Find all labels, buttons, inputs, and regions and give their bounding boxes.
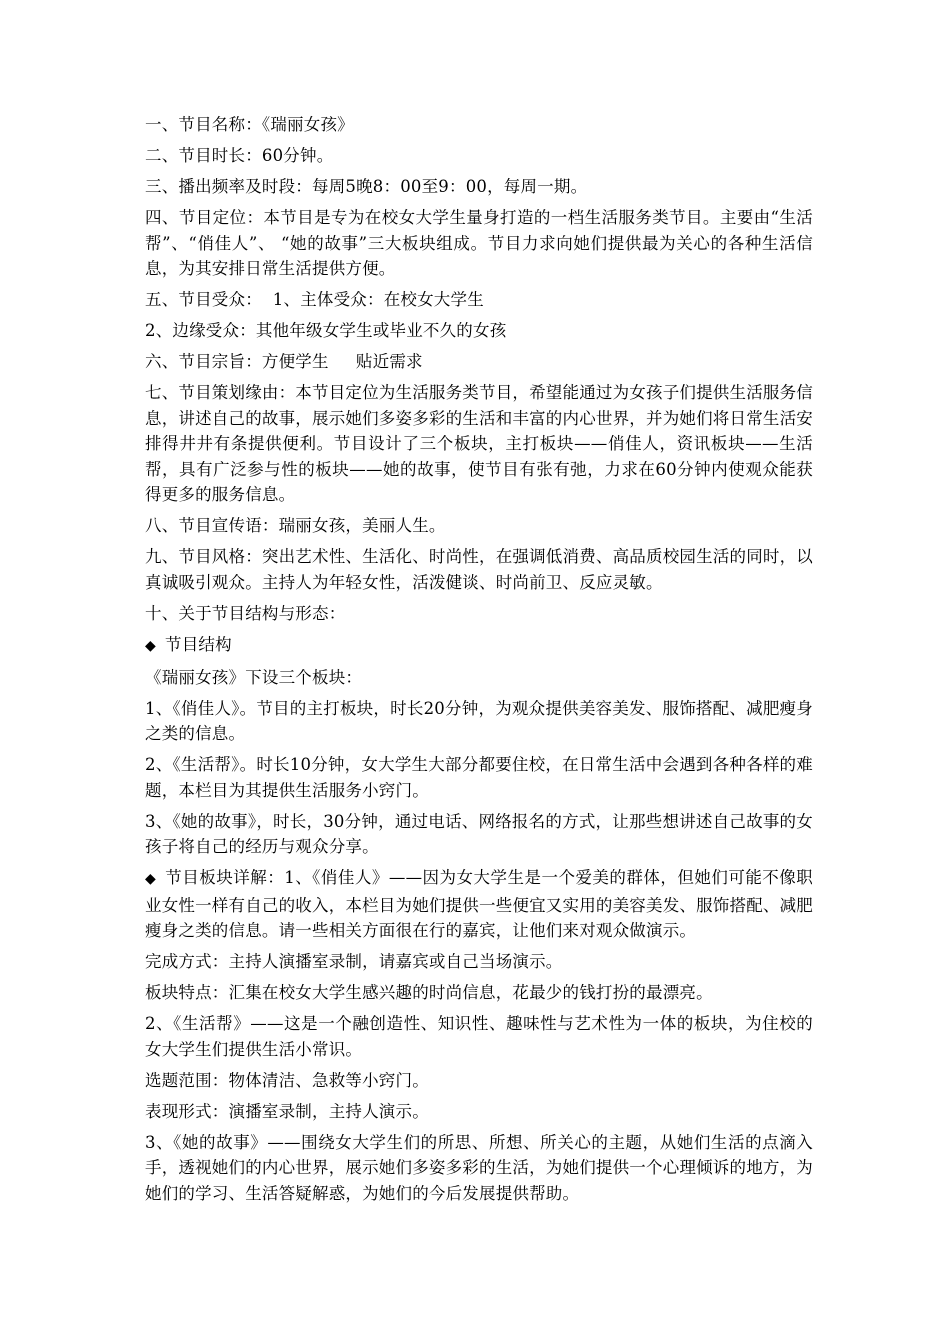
paragraph-audience-secondary: 2、边缘受众：其他年级女学生或毕业不久的女孩 xyxy=(145,321,507,340)
paragraph-program-duration: 二、节目时长：60分钟。 xyxy=(145,146,334,165)
paragraph-segment-1: 1、《俏佳人》。节目的主打板块，时长20分钟，为观众提供美容美发、服饰搭配、减肥瘦身之类的信息。 xyxy=(145,698,813,743)
paragraph-life-help-detail: 2、《生活帮》——这是一个融创造性、知识性、趣味性与艺术性为一体的板块，为住校的女大学生们提供生活小常识。 xyxy=(145,1014,813,1059)
diamond-bullet-icon: ◆ xyxy=(145,637,156,654)
paragraph-structure-heading: 十、关于节目结构与形态： xyxy=(145,603,346,623)
paragraph-segment-3: 3、《她的故事》，时长，30分钟，通过电话、网络报名的方式，让那些想讲述自己故事的女孩子将自己的经历与观众分享。 xyxy=(145,811,813,856)
paragraph-presentation-form: 表现形式：演播室录制，主持人演示。 xyxy=(145,1101,429,1121)
paragraph-slogan: 八、节目宣传语：瑞丽女孩，美丽人生。 xyxy=(145,516,446,535)
paragraph-program-purpose: 六、节目宗旨：方便学生 贴近需求 xyxy=(145,352,423,371)
paragraph-topic-scope: 选题范围：物体清洁、急救等小窍门。 xyxy=(145,1070,429,1090)
paragraph-her-story-detail: 3、《她的故事》——围绕女大学生们的所思、所想、所关心的主题，从她们生活的点滴入手，透视她们的内心世界，展示她们多姿多彩的生活，为她们提供一个心理倾诉的地方，为她们的学习、生活答疑解惑，为她们的今后发展提供帮助。 xyxy=(145,1132,813,1203)
paragraph-program-positioning: 四、节目定位：本节目是专为在校女大学生量身打造的一档生活服务类节目。主要由“生活帮”、“俏佳人”、 “她的故事”三大板块组成。节目力求向她们提供最为关心的各种生活信息，为其安排日常生活提供方便。 xyxy=(145,208,813,278)
bullet-text: 节目板块详解：1、《俏佳人》——因为女大学生是一个爱美的群体，但她们可能不像职业女性一样有自己的收入，本栏目为她们提供一些便宜又实用的美容美发、服饰搭配、减肥瘦身之类的信息。请一些相关方面很在行的嘉宾，让他们来对观众做演示。 xyxy=(145,868,813,940)
paragraph-structure-bullet xyxy=(145,632,813,660)
paragraph-broadcast-schedule: 三、播出频率及时段：每周5晚8：00至9：00，每周一期。 xyxy=(145,177,588,196)
diamond-bullet-icon: ◆ xyxy=(145,871,156,887)
paragraph-program-name: 一、节目名称：《瑞丽女孩》 xyxy=(145,115,354,134)
paragraph-planning-rationale: 七、节目策划缘由：本节目定位为生活服务类节目，希望能通过为女孩子们提供生活服务信息，讲述自己的故事，展示她们多姿多彩的生活和丰富的内心世界，并为她们将日常生活安排得井井有条提供便利。节目设计了三个板块，主打板块——俏佳人，资讯板块——生活帮，具有广泛参与性的板块——她的故事，使节目有张有弛，力求在60分钟内使观众能获得更多的服务信息。 xyxy=(145,383,813,504)
paragraph-segment-features: 板块特点：汇集在校女大学生感兴趣的时尚信息，花最少的钱打扮的最漂亮。 xyxy=(145,983,713,1002)
paragraph-segment-details-bullet xyxy=(145,865,813,944)
bullet-text: 节目结构 xyxy=(165,634,232,654)
paragraph-three-segments-intro: 《瑞丽女孩》下设三个板块： xyxy=(145,667,363,687)
paragraph-program-style: 九、节目风格：突出艺术性、生活化、时尚性，在强调低消费、高品质校园生活的同时，以真诚吸引观众。主持人为年轻女性，活泼健谈、时尚前卫、反应灵敏。 xyxy=(145,547,813,592)
paragraph-completion-method: 完成方式：主持人演播室录制，请嘉宾或自己当场演示。 xyxy=(145,952,563,971)
paragraph-audience-primary: 五、节目受众： 1、主体受众：在校女大学生 xyxy=(145,290,484,309)
paragraph-segment-2: 2、《生活帮》。时长10分钟，女大学生大部分都要住校，在日常生活中会遇到各种各样的难题，本栏目为其提供生活服务小窍门。 xyxy=(145,755,813,800)
document-body xyxy=(145,112,813,1212)
